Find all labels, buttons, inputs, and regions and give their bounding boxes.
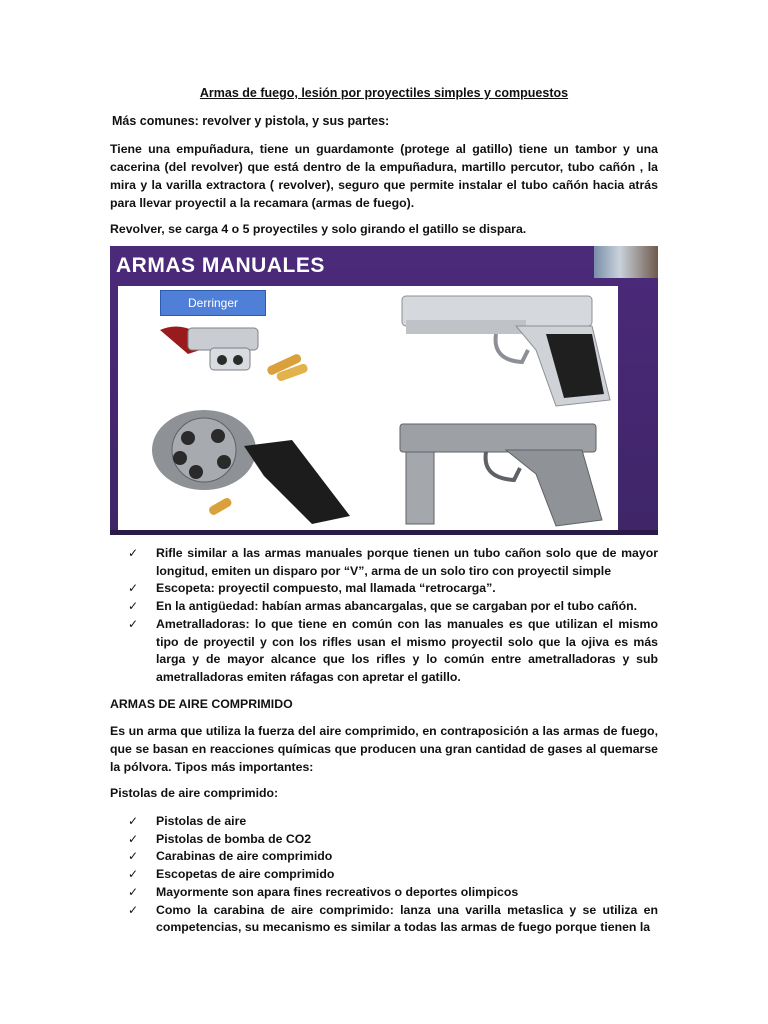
checkmark-icon: ✓	[128, 831, 139, 846]
paragraph-parts: Tiene una empuñadura, tiene un guardamonte (protege al gatillo) tiene un tambor y una cacerina (del revolver) que está dentro de la empuñadura, martillo percutor, tubo cañón , la mira y la varilla extractora ( revolver), seguro que permite instalar el tubo cañón hacia atrás para llevar proyectil a la recamara (armas de fuego).	[110, 142, 658, 210]
checkmark-icon: ✓	[128, 616, 139, 631]
checkmark-icon: ✓	[128, 902, 139, 917]
figure-banner	[110, 246, 658, 286]
derringer-image	[148, 320, 338, 392]
presenter-thumbnail	[594, 246, 658, 278]
figure-image-area	[118, 286, 618, 530]
automatic-pistol-image	[396, 416, 616, 528]
list-item: ✓ Escopetas de aire comprimido	[128, 866, 658, 884]
figure-banner-title: ARMAS MANUALES	[116, 254, 325, 277]
list-item: ✓ Pistolas de aire	[128, 813, 658, 831]
list-item: ✓ Como la carabina de aire comprimido: lanza una varilla metaslica y se utiliza en competencias, su mecanismo es similar a todas las armas de fuego porque tienen la	[128, 902, 658, 935]
list-item: ✓ En la antigüedad: habían armas abancargalas, que se cargaban por el tubo cañón.	[128, 598, 658, 616]
list-item: ✓ Rifle similar a las armas manuales porque tienen un tubo cañon solo que de mayor longitud, emiten un disparo por “V”, arma de un solo tiro con proyectil simple	[128, 546, 658, 578]
checkmark-icon: ✓	[128, 849, 139, 864]
list-item: ✓ Pistolas de bomba de CO2	[128, 831, 658, 849]
heading-armas-aire: ARMAS DE AIRE COMPRIMIDO	[110, 697, 293, 711]
list-item: ✓ Escopeta: proyectil compuesto, mal llamada “retrocarga”.	[128, 580, 658, 598]
checkmark-icon: ✓	[128, 867, 139, 882]
checkmark-icon: ✓	[128, 581, 139, 596]
figure-armas-manuales	[110, 246, 658, 535]
checklist-air-weapons	[128, 813, 658, 937]
revolver-image	[124, 406, 354, 530]
checkmark-icon: ✓	[128, 546, 139, 560]
document-title: Armas de fuego, lesión por proyectiles simples y compuestos	[199, 86, 569, 100]
subheading-common-weapons: Más comunes: revolver y pistola, y sus partes:	[112, 114, 390, 128]
silver-pistol-image	[396, 290, 616, 410]
list-item: ✓ Carabinas de aire comprimido	[128, 848, 658, 866]
figure-bottom-bar	[110, 530, 658, 535]
checkmark-icon: ✓	[128, 814, 139, 828]
list-item: ✓ Ametralladoras: lo que tiene en común con las manuales es que utilizan el mismo tipo de proyectil y con los rifles usan el mismo proyectil solo que la ojiva es más larga y de mayor alcance que los rifles y lo común entre ametralladoras y sub ametralladoras emiten ráfagas con apretar el gatillo.	[128, 616, 658, 684]
paragraph-aire-comprimido: Es un arma que utiliza la fuerza del aire comprimido, en contraposición a las armas de fuego, que se basan en reacciones químicas que producen una gran cantidad de gases al quemarse la pólvora. Tipos más importantes:	[110, 724, 658, 774]
checkmark-icon: ✓	[128, 599, 139, 614]
derringer-label: Derringer	[160, 290, 266, 316]
list-item: ✓ Mayormente son apara fines recreativos o deportes olimpicos	[128, 884, 658, 902]
checklist-weapons	[128, 545, 658, 687]
paragraph-revolver: Revolver, se carga 4 o 5 proyectiles y solo girando el gatillo se dispara.	[110, 222, 527, 236]
heading-pistolas-aire: Pistolas de aire comprimido:	[110, 786, 279, 800]
checkmark-icon: ✓	[128, 884, 139, 899]
